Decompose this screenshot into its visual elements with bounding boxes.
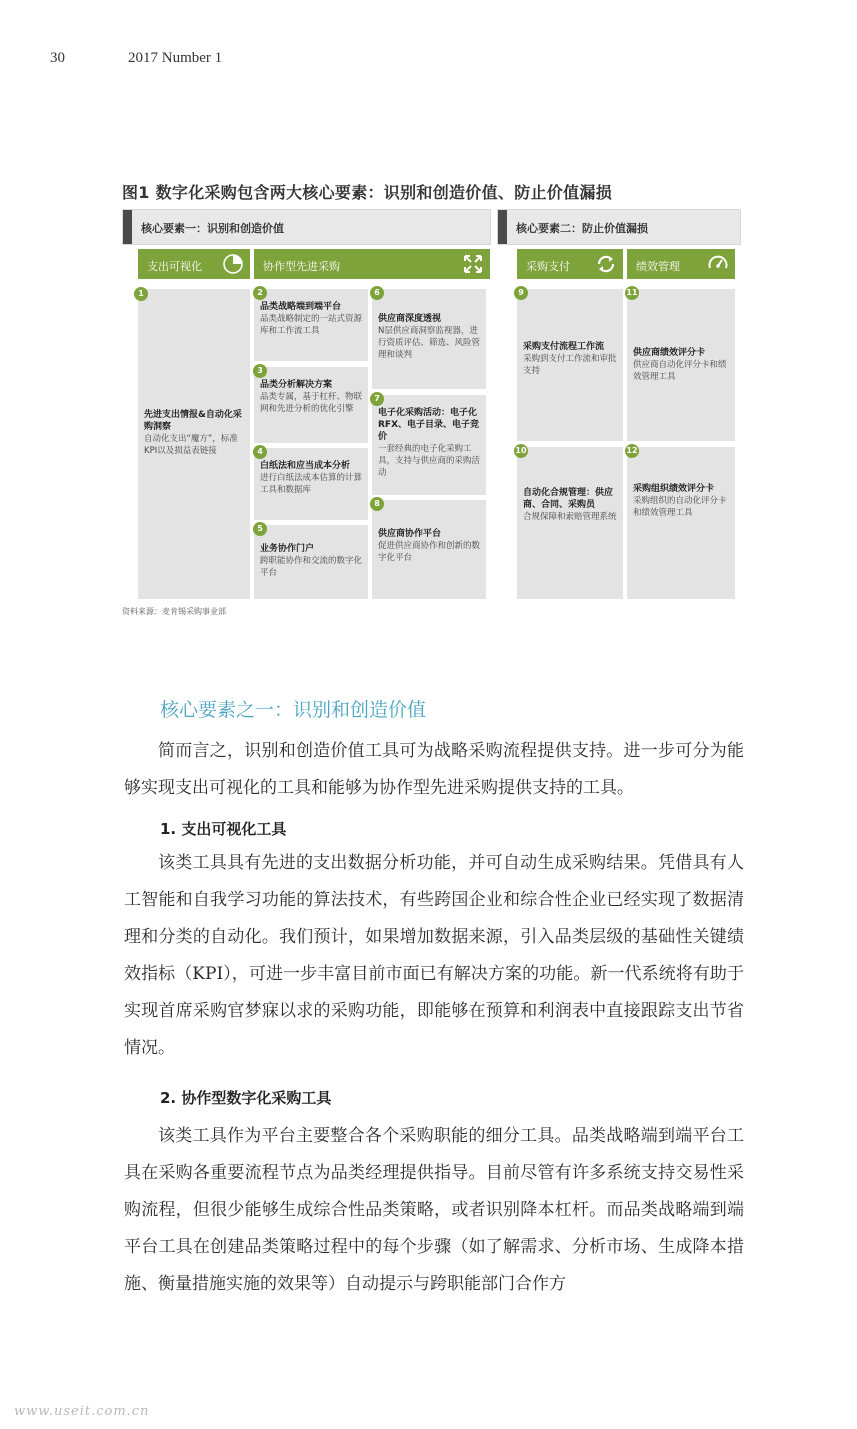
card-title: 采购支付流程工作流 — [523, 342, 605, 352]
figure-source: 资料来源：麦肯锡采购事业部 — [122, 607, 226, 616]
card-description: 采购到支付工作流和审批支持 — [523, 354, 617, 376]
pillar-two-label: 核心要素二：防止价值漏损 — [516, 222, 648, 235]
group-perf-label: 绩效管理 — [636, 260, 680, 273]
card-description: 品类战略制定的一站式资源库和工作流工具 — [260, 314, 363, 336]
paragraph-collaborative-tools: 该类工具作为平台主要整合各个采购职能的细分工具。品类战略端到端平台工具在采购各重要流程节点为品类经理提供指导。目前尽管有许多系统支持交易性采购流程，但很少能够生成综合性品类策略，或者识别降本杠杆。而品类战略端到端平台工具在创建品类策略过程中的每个步骤（如了解需求、分析市场、生成降本措施、衡量措施实施的效果等）自动提示与跨职能部门合作方 — [124, 1126, 744, 1294]
figure-diagram — [122, 209, 741, 599]
figure-title: 图1 数字化采购包含两大核心要素：识别和创造价值、防止价值漏损 — [122, 183, 613, 202]
card-title: 业务协作门户 — [260, 544, 315, 554]
card-title: 供应商绩效评分卡 — [633, 348, 706, 358]
card-cleansheet-costing — [254, 448, 368, 520]
card-p2p-workflow — [517, 289, 623, 441]
card-number: 4 — [253, 445, 267, 459]
card-number: 8 — [370, 497, 384, 511]
paragraph-spend-visibility: 该类工具具有先进的支出数据分析功能，并可自动生成采购结果。凭借具有人工智能和自我学习功能的算法技术，有些跨国企业和综合性企业已经实现了数据清理和分类的自动化。我们预计，如果增加数据来源，引入品类层级的基础性关键绩效指标（KPI），可进一步丰富目前市面已有解决方案的功能。新一代系统将有助于实现首席采购官梦寐以求的采购功能，即能够在预算和利润表中直接跟踪支出节省情况。 — [124, 853, 744, 1058]
card-description: N层供应商洞察监视器，进行资质评估、筛选、风险管理和谈判 — [378, 326, 481, 360]
group-p2p-header — [517, 249, 623, 279]
card-title: 品类战略端到端平台 — [260, 302, 342, 312]
card-description: 合规保障和索赔管理系统 — [523, 512, 617, 522]
card-number: 2 — [253, 286, 267, 300]
card-title: 供应商深度透视 — [378, 314, 442, 324]
card-title: 供应商协作平台 — [378, 529, 442, 539]
card-number: 10 — [514, 444, 528, 458]
group-p2p-label: 采购支付 — [526, 260, 570, 273]
card-compliance — [517, 447, 623, 599]
card-e-sourcing — [372, 395, 486, 495]
card-description: 品类专属，基于杠杆、物联网和先进分析的优化引擎 — [260, 392, 363, 414]
card-category-strategy-platform — [254, 289, 368, 361]
card-number: 11 — [625, 286, 639, 300]
card-number: 5 — [253, 522, 267, 536]
issue-label: 2017 Number 1 — [128, 50, 223, 66]
card-number: 9 — [514, 286, 528, 300]
card-title: 品类分析解决方案 — [260, 380, 333, 390]
card-org-scorecard — [627, 447, 735, 599]
card-title: 采购组织绩效评分卡 — [633, 484, 715, 494]
card-supplier-scorecard — [627, 289, 735, 441]
group-visibility-header — [138, 249, 250, 279]
watermark: www.useit.com.cn — [14, 1404, 150, 1419]
card-category-analytics — [254, 367, 368, 443]
section-title: 核心要素之一：识别和创造价值 — [160, 699, 427, 721]
card-collaboration-portal — [254, 525, 368, 599]
pie-chart-icon — [222, 253, 244, 275]
card-title: 自动化合规管理：供应商、合同、采购员 — [523, 488, 614, 510]
card-description: 促进供应商协作和创新的数字化平台 — [378, 541, 481, 563]
card-number: 6 — [370, 286, 384, 300]
pillar-one-band — [122, 209, 491, 245]
cycle-icon — [595, 253, 617, 275]
card-description: 供应商自动化评分卡和绩效管理工具 — [633, 360, 727, 382]
card-description: 跨职能协作和交流的数字化平台 — [260, 556, 363, 578]
card-supplier-collaboration — [372, 500, 486, 599]
card-spend-intelligence — [138, 289, 250, 599]
group-perf-header — [627, 249, 735, 279]
card-description: 自动化支出“魔方”，标准KPI以及损益表链接 — [144, 434, 238, 456]
page-number: 30 — [50, 50, 65, 66]
subheading-collaborative-tools: 2. 协作型数字化采购工具 — [160, 1089, 332, 1107]
card-number: 7 — [370, 392, 384, 406]
card-number: 3 — [253, 364, 267, 378]
card-supplier-insight — [372, 289, 486, 389]
card-description: 进行白纸法成本估算的计算工具和数据库 — [260, 473, 363, 495]
group-collab-header — [254, 249, 490, 279]
subheading-spend-visibility: 1. 支出可视化工具 — [160, 820, 287, 838]
expand-arrows-icon — [462, 253, 484, 275]
intro-paragraph: 简而言之，识别和创造价值工具可为战略采购流程提供支持。进一步可分为能够实现支出可视化的工具和能够为协作型先进采购提供支持的工具。 — [124, 741, 744, 798]
pillar-two-band — [497, 209, 741, 245]
group-collab-label: 协作型先进采购 — [263, 260, 340, 273]
group-visibility-label: 支出可视化 — [147, 260, 202, 273]
card-description: 采购组织的自动化评分卡和绩效管理工具 — [633, 496, 727, 518]
card-description: 一套经典的电子化采购工具，支持与供应商的采购活动 — [378, 444, 481, 478]
card-number: 12 — [625, 444, 639, 458]
card-title: 先进支出情报&自动化采购洞察 — [144, 410, 242, 432]
gauge-icon — [707, 253, 729, 275]
card-title: 电子化采购活动：电子化RFX、电子目录、电子竞价 — [378, 408, 480, 442]
card-title: 白纸法和应当成本分析 — [260, 461, 351, 471]
pillar-one-label: 核心要素一：识别和创造价值 — [141, 222, 284, 235]
card-number: 1 — [134, 287, 148, 301]
